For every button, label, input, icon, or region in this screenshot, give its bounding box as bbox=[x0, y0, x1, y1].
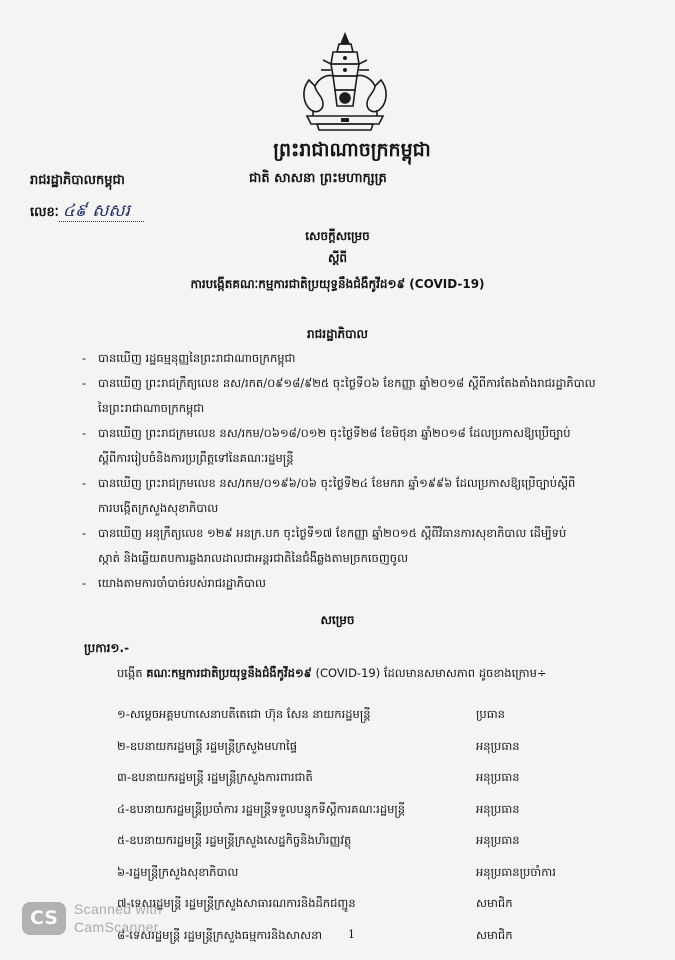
member-row bbox=[117, 889, 577, 921]
member-name: ៨-ទេសរដ្ឋមន្ត្រី រដ្ឋមន្ត្រីក្រសួងធម្មការនិងសាសនា bbox=[117, 927, 323, 942]
camscanner-watermark bbox=[22, 900, 162, 936]
member-row bbox=[117, 700, 577, 732]
member-name: ៦-រដ្ឋមន្ត្រីក្រសួងសុខាភិបាល bbox=[117, 864, 239, 879]
establish-statement: បង្កើត គណៈកម្មការជាតិប្រយុទ្ធនឹងជំងឺកូវីដ១៩ (COVID-19) ដែលមានសមាសភាព ដូចខាងក្រោម÷ bbox=[117, 666, 547, 680]
member-role: អនុប្រធាន bbox=[476, 833, 520, 848]
camscanner-logo-icon: CS bbox=[22, 902, 66, 935]
considerations-list bbox=[82, 346, 602, 596]
reference-number bbox=[30, 200, 144, 225]
member-role: ប្រធាន bbox=[476, 707, 505, 722]
member-role: អនុប្រធាន bbox=[476, 770, 520, 785]
article-label: ប្រការ១.- bbox=[84, 641, 130, 655]
member-row bbox=[117, 795, 577, 827]
member-role: សមាជិក bbox=[476, 927, 513, 942]
consideration-item: - បានឃើញ រដ្ឋធម្មនុញ្ញនៃព្រះរាជាណាចក្រកម្ពុជា bbox=[82, 346, 602, 371]
member-role: អនុប្រធាន bbox=[476, 738, 520, 753]
member-role: អនុប្រធានប្រចាំការ bbox=[476, 864, 556, 879]
member-row bbox=[117, 826, 577, 858]
consideration-item: - បានឃើញ អនុក្រឹត្យលេខ ១២៩ អនក្រ.បក ចុះថ្ងៃទី១៧ ខែកញ្ញា ឆ្នាំ២០១៥ ស្ដីពីវិធានការសុខាភិបាល ដើម្បីទប់ ស្កាត់ និងឆ្លើយតបការឆ្លងរាលដាលជាអន្តរជាតិនៃជំងឺឆ្លងតាមច្រកចេញចូល bbox=[82, 521, 602, 571]
royal-emblem-icon bbox=[293, 30, 397, 135]
member-row bbox=[117, 732, 577, 764]
member-row bbox=[117, 921, 577, 953]
member-name: ១-សម្ដេចអគ្គមហាសេនាបតីតេជោ ហ៊ុន សែន នាយករដ្ឋមន្ត្រី bbox=[117, 707, 371, 722]
kingdom-title: ព្រះរាជាណាចក្រកម្ពុជា bbox=[273, 139, 431, 161]
page-number: 1 bbox=[348, 928, 355, 941]
consideration-item: - យោងតាមការចាំបាច់របស់រាជរដ្ឋាភិបាល bbox=[82, 571, 602, 596]
consideration-item: - បានឃើញ ព្រះរាជក្រមលេខ នស/រកម/០១៩៦/០៦ ចុះថ្ងៃទី២៤ ខែមករា ឆ្នាំ១៩៩៦ ដែលប្រកាសឱ្យប្រើច្បាប់ស្ដីពី ការបង្កើតក្រសួងសុខាភិបាល bbox=[82, 471, 602, 521]
member-row bbox=[117, 858, 577, 890]
issuer-heading: រាជរដ្ឋាភិបាល bbox=[307, 327, 368, 341]
member-role: សមាជិក bbox=[476, 896, 513, 911]
member-name: ៤-ឧបនាយករដ្ឋមន្ត្រីប្រចាំការ រដ្ឋមន្ត្រីទទួលបន្ទុកទីស្ដីការគណៈរដ្ឋមន្ត្រី bbox=[117, 801, 406, 816]
consideration-item: - បានឃើញ ព្រះរាជក្រមលេខ នស/រកម/០៦១៨/០១២ ចុះថ្ងៃទី២៨ ខែមិថុនា ឆ្នាំ២០១៨ ដែលប្រកាសឱ្យប្រើច្បាប់ ស្ដីពីការរៀបចំនិងការប្រព្រឹត្តទៅនៃគណៈរដ្ឋមន្ត្រី bbox=[82, 421, 602, 471]
document-title: សេចក្ដីសម្រេច bbox=[305, 229, 370, 243]
document-subject: ការបង្កើតគណៈកម្មការជាតិប្រយុទ្ធនឹងជំងឺកូវីដ១៩ (COVID-19) bbox=[190, 277, 485, 291]
watermark-text: Scanned with CamScanner bbox=[74, 901, 162, 935]
consideration-item: - បានឃើញ ព្រះរាជក្រឹត្យលេខ នស/រកត/០៩១៨/៩២៥ ចុះថ្ងៃទី០៦ ខែកញ្ញា ឆ្នាំ២០១៨ ស្ដីពីការតែងតាំងរាជរដ្ឋាភិបាល នៃព្រះរាជាណាចក្រកម្ពុជា bbox=[82, 371, 602, 421]
member-row bbox=[117, 763, 577, 795]
member-name: ៣-ឧបនាយករដ្ឋមន្ត្រី រដ្ឋមន្ត្រីក្រសួងការពារជាតិ bbox=[117, 770, 313, 785]
reference-value: ៤៩ សសរ bbox=[59, 201, 144, 222]
national-motto: ជាតិ សាសនា ព្រះមហាក្សត្រ bbox=[249, 171, 387, 186]
about-label: ស្ដីពី bbox=[327, 251, 348, 265]
reference-label: លេខៈ bbox=[30, 205, 59, 220]
member-name: ២-ឧបនាយករដ្ឋមន្ត្រី រដ្ឋមន្ត្រីក្រសួងមហាផ្ទៃ bbox=[117, 738, 298, 753]
member-role: អនុប្រធាន bbox=[476, 801, 520, 816]
decides-heading: សម្រេច bbox=[320, 613, 355, 627]
member-name: ៧-ទេសរដ្ឋមន្ត្រី រដ្ឋមន្ត្រីក្រសួងសាធារណការនិងដឹកជញ្ជូន bbox=[117, 896, 356, 911]
members-list bbox=[117, 700, 577, 952]
government-name: រាជរដ្ឋាភិបាលកម្ពុជា bbox=[30, 173, 125, 188]
member-name: ៥-ឧបនាយករដ្ឋមន្ត្រី រដ្ឋមន្ត្រីក្រសួងសេដ្ឋកិច្ចនិងហិរញ្ញវត្ថុ bbox=[117, 833, 352, 848]
